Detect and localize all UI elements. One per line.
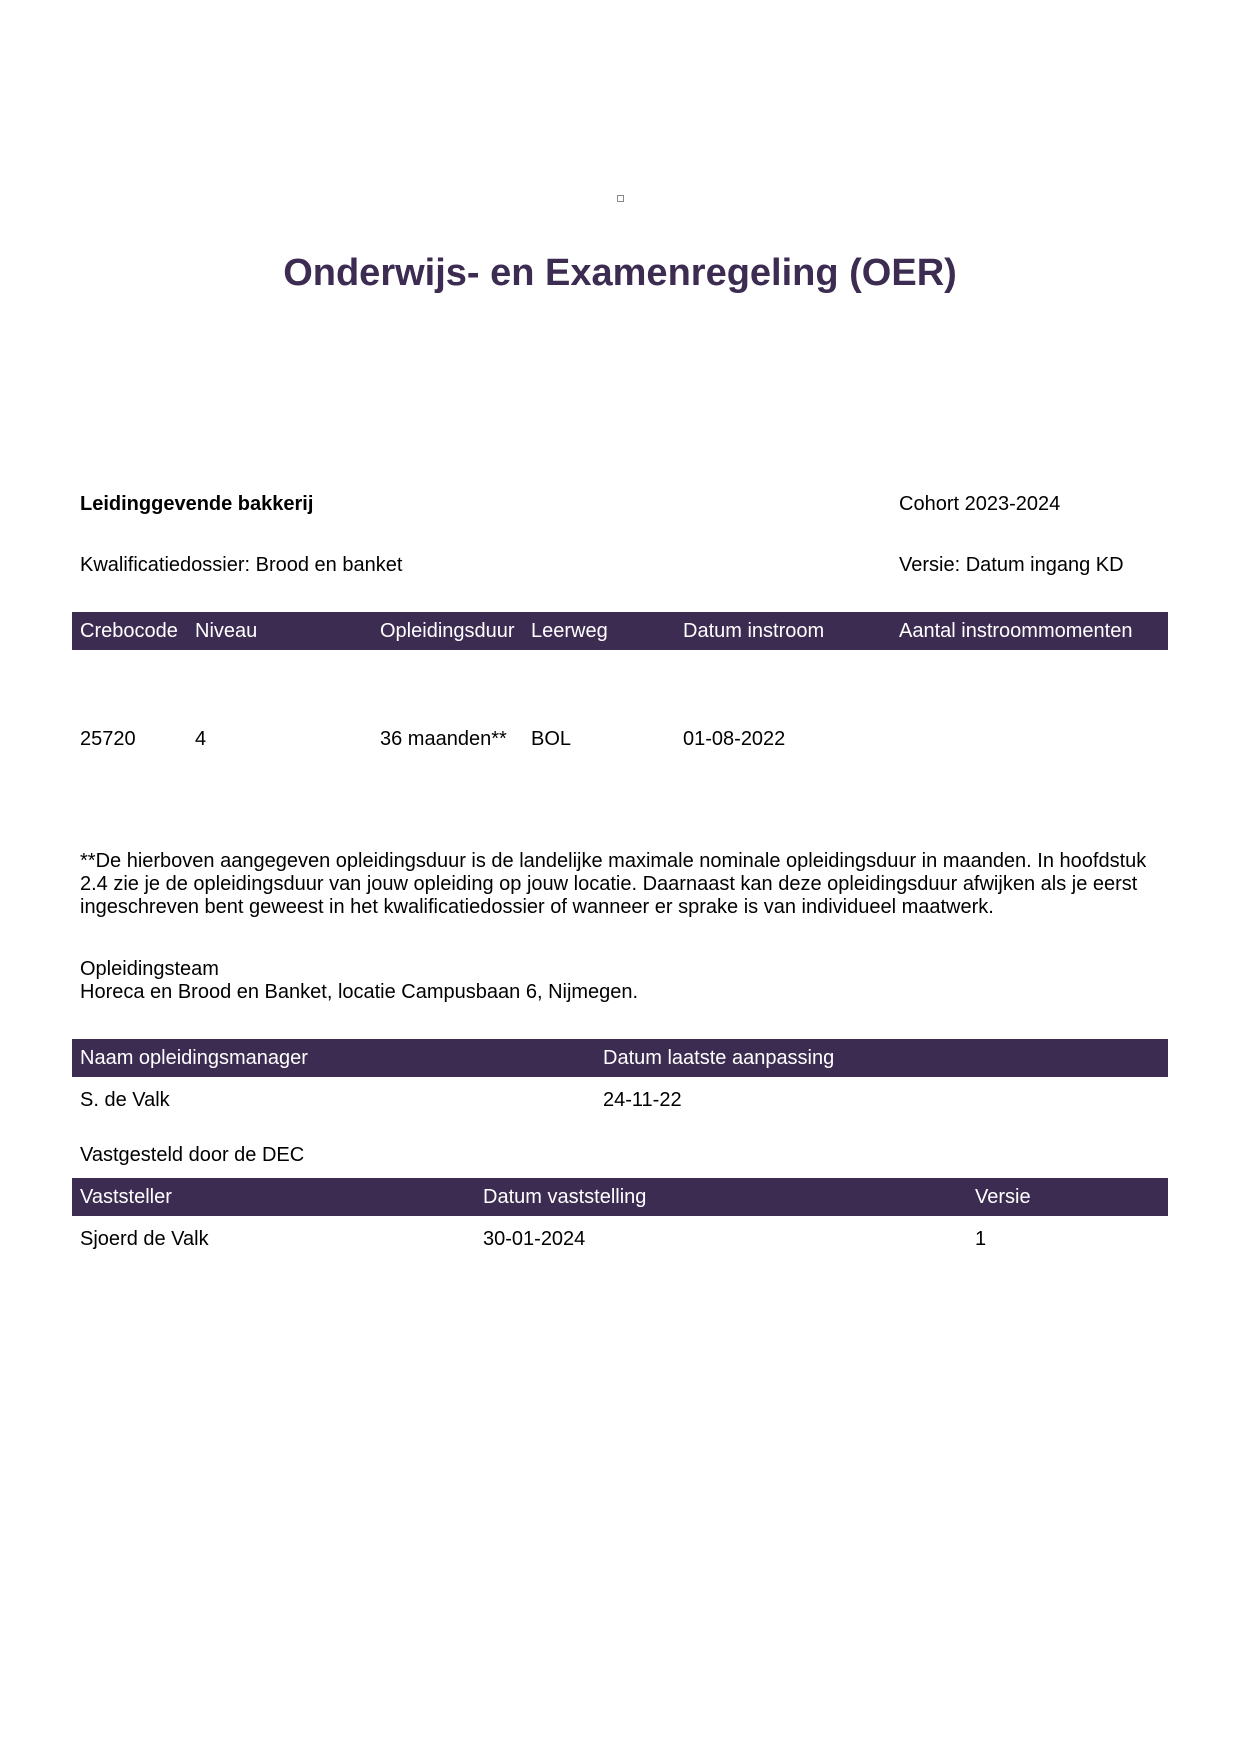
header-leerweg: Leerweg xyxy=(531,620,608,642)
cell-leerweg: BOL xyxy=(531,728,572,750)
cell-niveau: 4 xyxy=(195,728,207,750)
cell-datum-instroom: 01-08-2022 xyxy=(683,728,786,750)
kwalificatiedossier: Kwalificatiedossier: Brood en banket xyxy=(80,554,403,576)
vaststelling-table-row xyxy=(72,1228,1168,1252)
team-label: Opleidingsteam xyxy=(80,958,219,980)
cell-opleidingsmanager: S. de Valk xyxy=(80,1089,170,1111)
header-crebocode: Crebocode xyxy=(80,620,178,642)
vaststelling-table-header xyxy=(72,1178,1168,1216)
page-marker xyxy=(617,195,624,202)
opleiding-table-header xyxy=(72,612,1168,650)
cell-vaststeller: Sjoerd de Valk xyxy=(80,1228,209,1250)
manager-table-header xyxy=(72,1039,1168,1077)
versie-kd: Versie: Datum ingang KD xyxy=(899,554,1124,576)
team-value: Horeca en Brood en Banket, locatie Campusbaan 6, Nijmegen. xyxy=(80,981,639,1003)
vastgesteld-label: Vastgesteld door de DEC xyxy=(80,1144,305,1166)
cell-laatste-aanpassing: 24-11-22 xyxy=(603,1089,682,1111)
header-datum-laatste-aanpassing: Datum laatste aanpassing xyxy=(603,1047,835,1069)
header-aantal-instroommomenten: Aantal instroommomenten xyxy=(899,620,1133,642)
header-datum-vaststelling: Datum vaststelling xyxy=(483,1186,647,1208)
cell-datum-vaststelling: 30-01-2024 xyxy=(483,1228,586,1250)
header-datum-instroom: Datum instroom xyxy=(683,620,825,642)
cell-opleidingsduur: 36 maanden** xyxy=(380,728,507,750)
cell-crebocode: 25720 xyxy=(80,728,136,750)
header-naam-opleidingsmanager: Naam opleidingsmanager xyxy=(80,1047,308,1069)
header-opleidingsduur: Opleidingsduur xyxy=(380,620,515,642)
footnote: **De hierboven aangegeven opleidingsduur is de landelijke maximale nominale opleidingsduur in maanden. In hoofdstuk 2.4 zie je de opleidingsduur van jouw opleiding op jouw locatie. Daarnaast kan deze opleidingsduur afwijken als je eerst ingeschreven bent geweest in het kwalificatiedossier of wanneer er sprake is van individueel maatwerk. xyxy=(80,850,1147,918)
header-versie: Versie xyxy=(975,1186,1031,1208)
opleiding-table-row xyxy=(72,728,1168,752)
header-vaststeller: Vaststeller xyxy=(80,1186,172,1208)
opleiding-name: Leidinggevende bakkerij xyxy=(80,493,314,515)
cell-versie: 1 xyxy=(975,1228,987,1250)
document-title: Onderwijs- en Examenregeling (OER) xyxy=(283,252,957,294)
header-niveau: Niveau xyxy=(195,620,258,642)
cohort: Cohort 2023-2024 xyxy=(899,493,1061,515)
manager-table-row xyxy=(72,1089,1168,1113)
